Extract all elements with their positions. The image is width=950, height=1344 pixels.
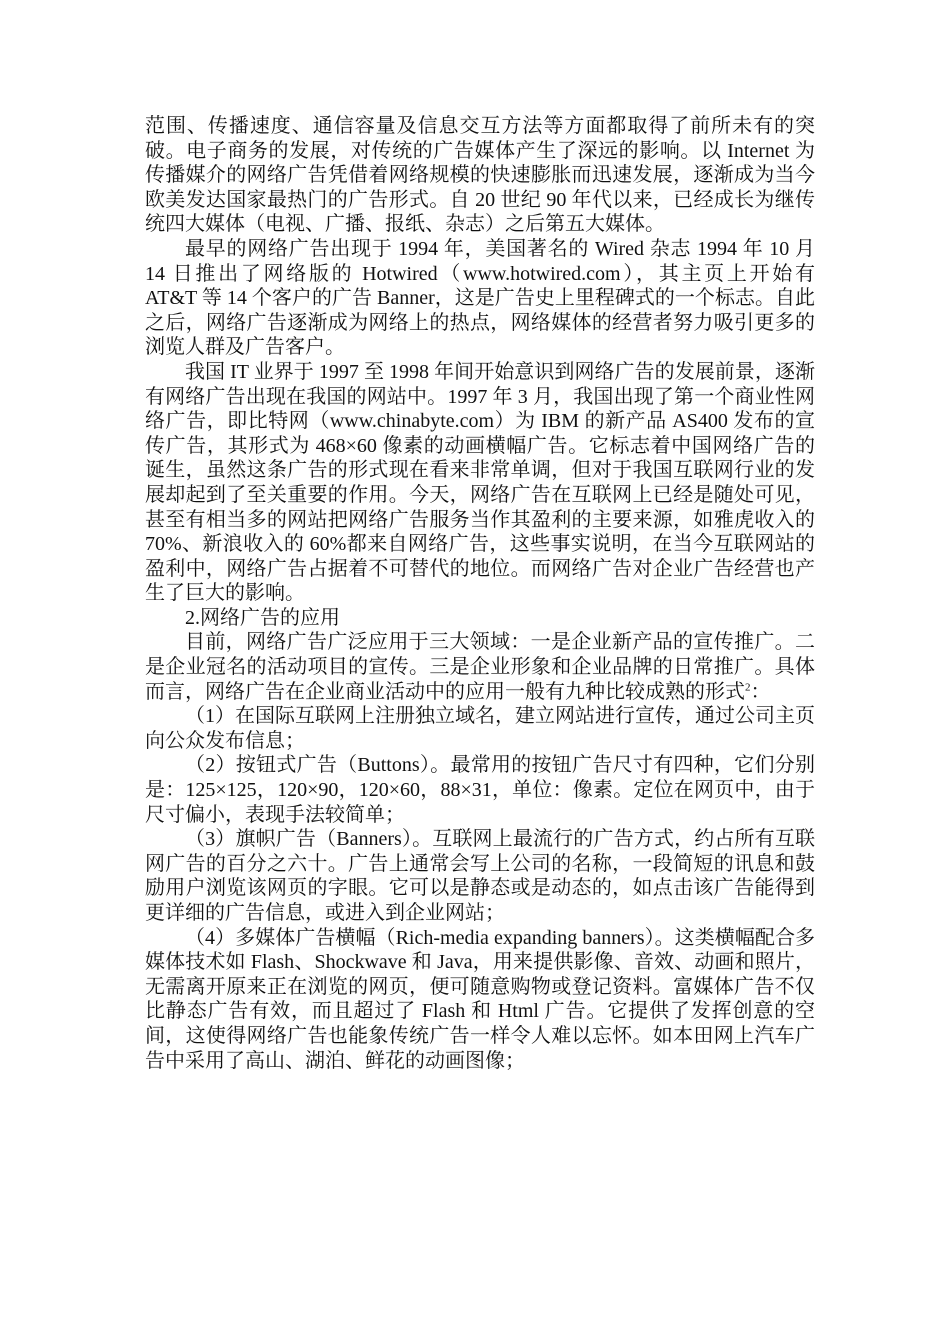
section-heading: 2.网络广告的应用 bbox=[185, 606, 340, 629]
paragraph-p3: 我国 IT 业界于 1997 至 1998 年间开始意识到网络广告的发展前景，逐渐有网络广告出现在我国的网站中。1997 年 3 月，我国出现了第一个商业性网络广告，即比特网（www.chinabyte.com）为 IBM 的新产品 AS400 发布的宣传广告，其形式为 468×60 像素的动画横幅广告。它标志着中国网络广告的诞生，虽然这条广告的形式现在看来非常单调，但对于我国互联网行业的发展却起到了至关重要的作用。今天，网络广告在互联网上已经是随处可见，甚至有相当多的网站把网络广告服务当作其盈利的主要来源，如雅虎收入的 70%、新浪收入的 60%都来自网络广告，这些事实说明，在当今互联网站的盈利中，网络广告占据着不可替代的地位。而网络广告对企业广告经营也产生了巨大的影响。 bbox=[145, 360, 815, 605]
list-item-2: （2）按钮式广告（Buttons）。最常用的按钮广告尺寸有四种，它们分别是：125×125，120×90，120×60，88×31，单位：像素。定位在网页中，由于尺寸偏小，表现手法较简单； bbox=[145, 754, 815, 826]
paragraph-p5-text: 目前，网络广告广泛应用于三大领域：一是企业新产品的宣传推广。二是企业冠名的活动项目的宣传。三是企业形象和企业品牌的日常推广。具体而言，网络广告在企业商业活动中的应用一般有九种比较成熟的形式 bbox=[145, 631, 815, 703]
paragraph-p1: 范围、传播速度、通信容量及信息交互方法等方面都取得了前所未有的突破。电子商务的发展，对传统的广告媒体产生了深远的影响。以 Internet 为传播媒介的网络广告凭借着网络规模的快速膨胀而迅速发展，逐渐成为当今欧美发达国家最热门的广告形式。自 20 世纪 90 年代以来，已经成长为继传统四大媒体（电视、广播、报纸、杂志）之后第五大媒体。 bbox=[145, 115, 815, 236]
list-item-1: （1）在国际互联网上注册独立域名，建立网站进行宣传，通过公司主页向公众发布信息； bbox=[145, 705, 815, 752]
paragraph-p2: 最早的网络广告出现于 1994 年，美国著名的 Wired 杂志 1994 年 10 月 14 日推出了网络版的 Hotwired（www.hotwired.com），其主页上开始有 AT&T 等 14 个客户的广告 Banner，这是广告史上里程碑式的一个标志。自此之后，网络广告逐渐成为网络上的热点，网络媒体的经营者努力吸引更多的浏览人群及广告客户。 bbox=[145, 237, 815, 359]
list-item-4: （4）多媒体广告横幅（Rich-media expanding banners）。这类横幅配合多媒体技术如 Flash、Shockwave 和 Java，用来提供影像、音效、动画和照片，无需离开原来正在浏览的网页，便可随意购物或登记资料。富媒体广告不仅比静态广告有效，而且超过了 Flash 和 Html 广告。它提供了发挥创意的空间，这使得网络广告也能象传统广告一样令人难以忘怀。如本田网上汽车广告中采用了高山、湖泊、鲜花的动画图像； bbox=[145, 926, 815, 1072]
document-body bbox=[145, 114, 815, 1073]
footnote-marker: 2 bbox=[745, 681, 751, 693]
list-item-3: （3）旗帜广告（Banners）。互联网上最流行的广告方式，约占所有互联网广告的百分之六十。广告上通常会写上公司的名称，一段简短的讯息和鼓励用户浏览该网页的字眼。它可以是静态或是动态的，如点击该广告能得到更详细的广告信息，或进入到企业网站； bbox=[145, 828, 815, 924]
paragraph-p5-tail: ： bbox=[750, 680, 771, 703]
paragraph-p5 bbox=[145, 630, 815, 704]
